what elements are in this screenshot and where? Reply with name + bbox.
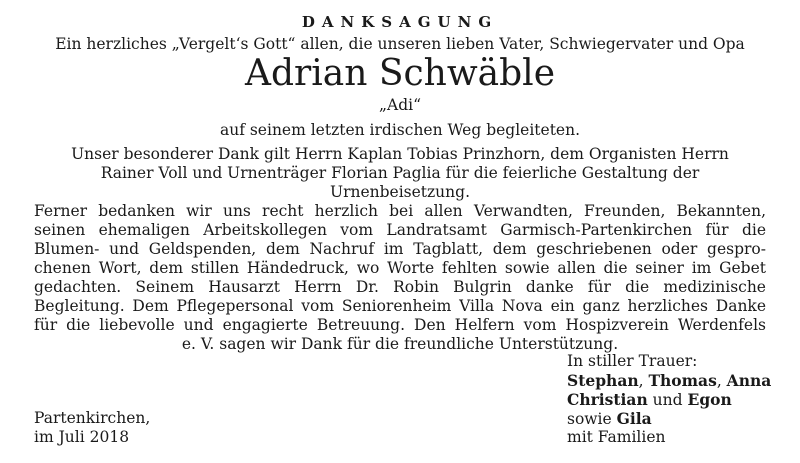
conjunction: sowie	[567, 410, 617, 428]
intro-text: Ein herzliches „Vergelt‘s Gott“ allen, die unseren lieben Vater, Schwiegervater und Opa	[55, 35, 745, 53]
main-paragraph-line: chenen Wort, dem stillen Händedruck, wo Worte fehlten sowie allen die seiner im Gebet	[34, 259, 766, 277]
main-paragraph-line: für die liebevolle und engagierte Betreuung. Den Helfern vom Hospizverein Werdenfels	[34, 316, 766, 334]
main-paragraph-line: seinen ehemaligen Arbeitskollegen vom Landratsamt Garmisch-Partenkirchen für die	[34, 221, 766, 239]
signature-line-1	[567, 371, 771, 391]
thanks-line: Unser besonderer Dank gilt Herrn Kaplan Tobias Prinzhorn, dem Organisten Herrn	[71, 145, 729, 163]
families-label: mit Familien	[567, 428, 666, 446]
main-paragraph-line: Begleitung. Dem Pflegepersonal vom Seniorenheim Villa Nova ein ganz herzliches Danke	[34, 297, 766, 315]
separator: ,	[638, 372, 649, 390]
signatory-name: Egon	[687, 390, 732, 409]
signature-line-3	[567, 409, 652, 429]
main-paragraph-line: Ferner bedanken wir uns recht herzlich bei allen Verwandten, Freunden, Bekannten,	[34, 202, 766, 220]
signature-line-2	[567, 390, 732, 410]
deceased-name: Adrian Schwäble	[244, 53, 555, 94]
main-paragraph-line: Blumen- und Geldspenden, dem Nachruf im Tagblatt, dem geschriebenen oder gespro-	[34, 240, 766, 258]
thanks-line: Urnenbeisetzung.	[330, 183, 470, 201]
heading: DANKSAGUNG	[301, 13, 499, 31]
signatory-name: Thomas	[648, 371, 717, 390]
date: im Juli 2018	[34, 428, 130, 446]
signatory-name: Stephan	[567, 371, 639, 390]
mourning-label: In stiller Trauer:	[567, 352, 698, 370]
thanks-line: Rainer Voll und Urnenträger Florian Paglia für die feierliche Gestaltung der	[100, 164, 700, 182]
main-paragraph-line: e. V. sagen wir Dank für die freundliche Unterstützung.	[181, 335, 619, 353]
place: Partenkirchen,	[34, 409, 151, 427]
main-paragraph-line: gedachten. Seinem Hausarzt Herrn Dr. Robin Bulgrin danke für die medizinische	[34, 278, 766, 296]
separator: ,	[716, 372, 727, 390]
signatory-name: Christian	[567, 390, 648, 409]
signatory-name: Anna	[726, 371, 772, 390]
signatory-name: Gila	[616, 409, 652, 428]
nickname: „Adi“	[378, 96, 422, 114]
conjunction: und	[647, 391, 688, 409]
farewell-text: auf seinem letzten irdischen Weg begleiteten.	[219, 121, 581, 139]
